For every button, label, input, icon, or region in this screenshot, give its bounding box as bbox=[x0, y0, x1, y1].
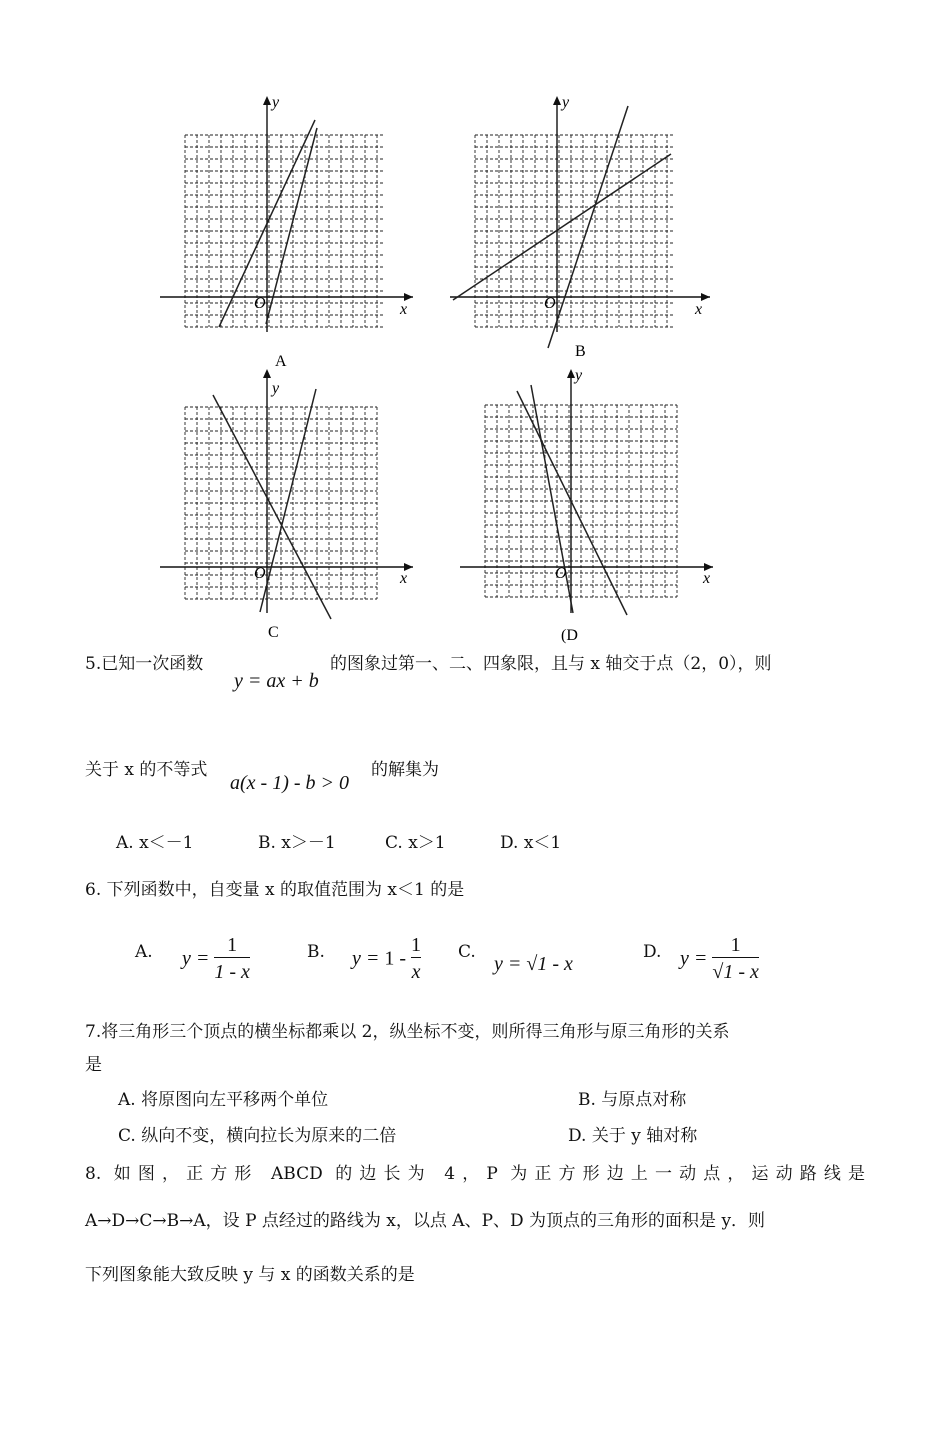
q6-label-a: A. bbox=[135, 942, 153, 962]
q5-option-b: B. x＞－1 bbox=[258, 833, 336, 853]
y-axis-label: y bbox=[562, 94, 570, 111]
origin-label: O bbox=[544, 295, 556, 312]
graph-b bbox=[445, 92, 725, 382]
q7-stem-line1: 7.将三角形三个顶点的横坐标都乘以 2，纵坐标不变，则所得三角形与原三角形的关系 bbox=[85, 1022, 730, 1042]
y-eq: y = bbox=[182, 947, 210, 970]
graph-c bbox=[155, 365, 425, 650]
q6-option-a bbox=[182, 934, 250, 984]
numerator: 1 bbox=[411, 934, 422, 956]
q5-line2-suffix: 的解集为 bbox=[371, 760, 439, 780]
function-lines bbox=[517, 385, 627, 615]
q7-stem-line2: 是 bbox=[85, 1055, 102, 1075]
q6-label-c: C. bbox=[458, 942, 476, 962]
q5-line2-prefix: 关于 x 的不等式 bbox=[85, 760, 208, 780]
x-axis-label: x bbox=[400, 301, 408, 318]
graph-a bbox=[155, 92, 425, 382]
graph-d bbox=[455, 365, 725, 650]
grid bbox=[185, 135, 385, 327]
origin-label: O bbox=[555, 565, 567, 582]
grid bbox=[485, 405, 677, 597]
fraction bbox=[712, 934, 759, 984]
q7-option-a: A. 将原图向左平移两个单位 bbox=[118, 1090, 329, 1110]
numerator: 1 bbox=[730, 934, 741, 956]
q8-line2: A→D→C→B→A，设 P 点经过的路线为 x，以点 A、P、D 为顶点的三角形的面积是 y．则 bbox=[85, 1211, 766, 1231]
grid bbox=[185, 407, 377, 599]
graph-caption: C bbox=[268, 624, 279, 641]
fraction bbox=[411, 934, 421, 984]
function-lines bbox=[453, 106, 671, 348]
q5-prefix: 5.已知一次函数 bbox=[85, 654, 204, 674]
q8-line3: 下列图象能大致反映 y 与 x 的函数关系的是 bbox=[85, 1265, 415, 1285]
x-axis-label: x bbox=[400, 570, 408, 587]
graph-caption: B bbox=[575, 343, 586, 360]
function-lines bbox=[219, 120, 317, 327]
x-axis-label: x bbox=[695, 301, 703, 318]
denominator: 1 - x bbox=[214, 957, 250, 984]
numerator: 1 bbox=[227, 934, 238, 956]
q6-label-d: D. bbox=[643, 942, 662, 962]
q5-option-c: C. x＞1 bbox=[385, 833, 446, 853]
graph-caption: (D bbox=[561, 627, 578, 644]
q6-option-b bbox=[352, 934, 421, 984]
one-minus: 1 - bbox=[384, 947, 407, 970]
y-axis-label: y bbox=[575, 367, 583, 384]
q6-stem: 6. 下列函数中，自变量 x 的取值范围为 x＜1 的是 bbox=[85, 880, 465, 900]
q5-option-a: A. x＜－1 bbox=[116, 833, 194, 853]
q7-option-c: C. 纵向不变，横向拉长为原来的二倍 bbox=[118, 1126, 397, 1146]
q5-suffix: 的图象过第一、二、四象限，且与 x 轴交于点（2，0），则 bbox=[330, 654, 772, 674]
y-axis-label: y bbox=[272, 380, 280, 397]
graph-caption: A bbox=[275, 353, 287, 370]
q5-line1 bbox=[85, 654, 203, 674]
q6-option-c: y = √1 - x bbox=[494, 953, 573, 975]
q5-option-d: D. x＜1 bbox=[500, 833, 562, 853]
q7-option-b: B. 与原点对称 bbox=[578, 1090, 687, 1110]
y-axis-label: y bbox=[272, 94, 280, 111]
y-eq: y = bbox=[680, 947, 708, 970]
origin-label: O bbox=[254, 565, 266, 582]
denominator: √1 - x bbox=[712, 957, 759, 984]
denominator: x bbox=[411, 957, 421, 984]
fraction bbox=[214, 934, 250, 984]
q6-label-b: B. bbox=[307, 942, 325, 962]
y-eq: y = bbox=[352, 947, 380, 970]
q8-line1: 8. 如图，正方形 ABCD 的边长为 4，P 为正方形边上一动点，运动路线是 bbox=[85, 1164, 865, 1184]
origin-label: O bbox=[254, 295, 266, 312]
grid bbox=[475, 135, 675, 327]
q5-inequality: a(x - 1) - b > 0 bbox=[230, 772, 350, 794]
function-lines bbox=[213, 389, 331, 619]
q5-formula: y = ax + b bbox=[234, 670, 319, 692]
x-axis-label: x bbox=[703, 570, 711, 587]
q7-option-d: D. 关于 y 轴对称 bbox=[568, 1126, 698, 1146]
q6-option-d bbox=[680, 934, 759, 984]
